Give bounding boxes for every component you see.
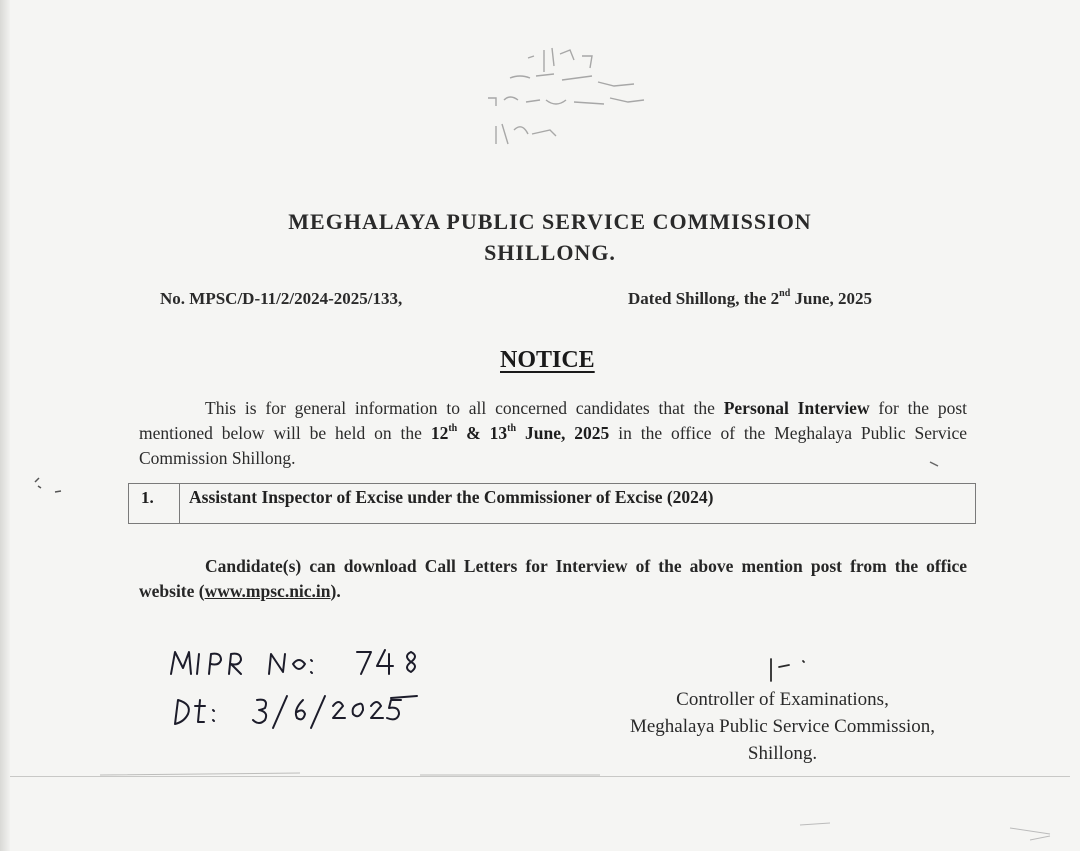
intro-text-1: This is for general information to all concerned candidates that the [205, 398, 724, 418]
signatory-city: Shillong. [747, 743, 818, 764]
date-ordinal: nd [779, 288, 791, 299]
date-suffix: June, 2025 [790, 289, 872, 308]
download-paragraph [139, 554, 967, 604]
post-serial: 1. [129, 484, 180, 523]
intro-text-3: in the office of the Meghalaya Public Service Commission Shillong. [139, 423, 968, 468]
date-prefix: Dated Shillong, the 2 [628, 289, 780, 308]
signatory-organization: Meghalaya Public Service Commission, [629, 716, 935, 737]
organization-city: SHILLONG. [484, 240, 616, 265]
download-close: ). [330, 581, 341, 601]
website-link[interactable]: www.mpsc.nic.in [204, 581, 331, 601]
faded-stamp [470, 40, 670, 155]
notice-title: NOTICE [500, 347, 595, 373]
organization-name: MEGHALAYA PUBLIC SERVICE COMMISSION [288, 209, 812, 234]
intro-text-2: for the post mentioned below will be held on the [139, 398, 967, 443]
interview-type: Personal Interview [723, 398, 870, 418]
interview-dates: 12th & 13th June, 2025 [430, 423, 610, 443]
signatory-block [600, 686, 965, 767]
post-name: Assistant Inspector of Excise under the Commissioner of Excise (2024) [189, 487, 714, 507]
handwritten-note [165, 640, 455, 740]
notice-date [628, 289, 872, 309]
bottom-divider [10, 776, 1070, 777]
download-text: Candidate(s) can download Call Letters for Interview of the above mention post from the office website ( [139, 556, 967, 601]
intro-paragraph [139, 396, 967, 471]
post-table-row [128, 483, 976, 524]
reference-number: No. MPSC/D-11/2/2024-2025/133, [160, 289, 403, 308]
signatory-designation: Controller of Examinations, [676, 689, 889, 710]
signature [765, 655, 815, 685]
